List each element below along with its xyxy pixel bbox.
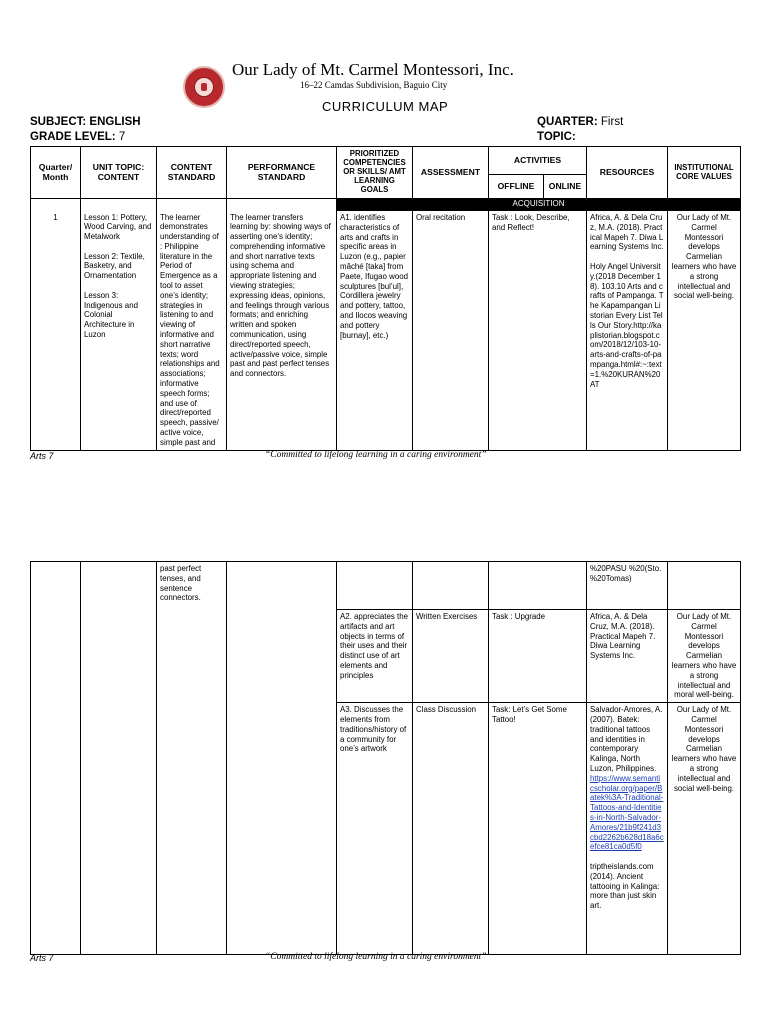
offline-cell-r1 — [489, 562, 587, 610]
assessment-cell-r2: Written Exercises — [413, 610, 489, 703]
school-name: Our Lady of Mt. Carmel Montessori, Inc. — [232, 60, 514, 79]
header-competencies: PRIORITIZED COMPETENCIES OR SKILLS/ AMT LEARNING GOALS — [337, 147, 413, 199]
header-unit-topic: UNIT TOPIC: CONTENT — [81, 147, 157, 199]
subject-label: SUBJECT: ENGLISH — [30, 116, 141, 128]
school-seal-icon — [183, 66, 225, 108]
header-offline: OFFLINE — [489, 175, 544, 199]
header-core-values: INSTITUTIONAL CORE VALUES — [668, 147, 741, 199]
page-1 — [0, 0, 768, 470]
assessment-cell-r1 — [413, 562, 489, 610]
unit-topic-cell-p2 — [81, 562, 157, 955]
performance-standard-cell-p2 — [227, 562, 337, 955]
quarter-cell: 1 — [31, 211, 81, 451]
quarter — [537, 116, 623, 128]
curriculum-table-page1 — [30, 146, 741, 451]
offline-cell-r3: Task: Let’s Get Some Tattoo! — [489, 703, 587, 955]
competency-cell-r1 — [337, 562, 413, 610]
header-resources: RESOURCES — [587, 147, 668, 199]
lesson-3: Lesson 3: Indigenous and Colonial Architecture in Luzon — [84, 290, 138, 340]
offline-cell: Task : Look, Describe, and Reflect! — [489, 211, 587, 451]
header-online: ONLINE — [544, 175, 587, 199]
school-address: 16–22 Camdas Subdivision, Baguio City — [300, 80, 448, 90]
grade-level — [30, 131, 125, 143]
resources-cell: Africa, A. & Dela Cruz, M.A. (2018). Practical Mapeh 7. Diwa Learning Systems Inc. Holy Angel University.(2018 December 18). 103.10 Arts and crafts of Pampanga. The Kapampangan Listorian Every List Tells Our Story.http://kaplistorian.blogspot.com/2018/12/103-10-arts-and-crafts-of-pampanga.html#:~:text=1.%20KURAN%20AT — [587, 211, 668, 451]
core-values-cell-r2: Our Lady of Mt. Carmel Montessori develops Carmelian learners who have a strong intellectual and moral well-being. — [668, 610, 741, 703]
topic-label: TOPIC: — [537, 131, 576, 143]
quarter-label: QUARTER: — [537, 116, 598, 128]
performance-standard-cell: The learner transfers learning by: showing ways of asserting one’s identity; comprehending informative and short narrative texts using schema and appropriate listening and viewing strategies; expressing ideas, opinions, and feelings through various formats; and enriching written and spoken communication, using direct/reported speech, active/passive voice, simple past and past perfect tenses and connectors. — [227, 211, 337, 451]
quarter-cell-p2 — [31, 562, 81, 955]
resources-cell-r2: Africa, A. & Dela Cruz, M.A. (2018). Practical Mapeh 7. Diwa Learning Systems Inc. — [587, 610, 668, 703]
offline-cell-r2: Task : Upgrade — [489, 610, 587, 703]
grade-value: 7 — [118, 131, 126, 143]
footer-label: Arts 7 — [30, 451, 54, 461]
footer-label-p2: Arts 7 — [30, 953, 54, 963]
assessment-cell-r3: Class Discussion — [413, 703, 489, 955]
resource-citation-triptheislands: triptheislands.com (2014). Ancient tattooing in Kalinga: more than just skin art. — [590, 861, 660, 911]
header-performance-standard: PERFORMANCE STANDARD — [227, 147, 337, 199]
resource-citation-salvador: Salvador-Amores, A. (2007). Batek: traditional tattoos and identities in contemporary Kalinga, North Luzon, Philippines. — [590, 705, 663, 773]
core-values-cell-r3: Our Lady of Mt. Carmel Montessori develops Carmelian learners who have a strong intellectual and social well-being. — [668, 703, 741, 955]
competency-cell-r3: A3. Discusses the elements from traditions/history of a community for one’s artwork — [337, 703, 413, 955]
semanticscholar-link[interactable]: https://www.semanticscholar.org/paper/Batek%3A-Traditional-Tattoos-and-Identities-in-North-Salvador-Amores/21b9f241d3cbd2262b628d18a6cefce81ca0d5f0 — [590, 773, 664, 852]
header-content-standard: CONTENT STANDARD — [157, 147, 227, 199]
content-standard-cell-p2: past perfect tenses, and sentence connectors. — [157, 562, 227, 955]
acquisition-banner: ACQUISITION — [337, 199, 741, 211]
resources-cell-r1: %20PASU %20(Sto. %20Tomas) — [587, 562, 668, 610]
core-values-cell-r1 — [668, 562, 741, 610]
unit-topic-cell — [81, 211, 157, 451]
header-activities: ACTIVITIES — [489, 147, 587, 175]
lesson-1: Lesson 1: Pottery, Wood Carving, and Metalwork — [84, 212, 152, 242]
footer-tagline-p2: “Committed to lifelong learning in a caring environment” — [265, 952, 487, 962]
document-title: CURRICULUM MAP — [322, 99, 449, 114]
header-assessment: ASSESSMENT — [413, 147, 489, 199]
grade-label: GRADE LEVEL: — [30, 131, 119, 143]
competency-cell: A1. identifies characteristics of arts and crafts in specific areas in Luzon (e.g., papier mâché [taka] from Paete, Ifugao wood sculptures [bul’ul], Cordillera jewelry and pottery, tattoo, and Ilocos weaving and pottery [burnay], etc.) — [337, 211, 413, 451]
resources-cell-r3 — [587, 703, 668, 955]
footer-tagline: “Committed to lifelong learning in a caring environment” — [265, 450, 487, 460]
competency-cell-r2: A2. appreciates the artifacts and art objects in terms of their uses and their distinct use of art elements and principles — [337, 610, 413, 703]
page-2 — [0, 520, 768, 1024]
quarter-value: First — [600, 116, 624, 128]
assessment-cell: Oral recitation — [413, 211, 489, 451]
curriculum-table-page2 — [30, 561, 741, 955]
lesson-2: Lesson 2: Textile, Basketry, and Ornamentation — [84, 251, 145, 281]
content-standard-cell: The learner demonstrates understanding of : Philippine literature in the Period of Emergence as a tool to asset one’s identity; strategies in listening to and viewing of informative and short narrative texts; word relationships and associations; informative speech forms; and use of direct/reported speech, passive/ active voice, simple past and — [157, 211, 227, 451]
header-quarter: Quarter/ Month — [31, 147, 81, 199]
core-values-cell: Our Lady of Mt. Carmel Montessori develops Carmelian learners who have a strong intellectual and social well-being. — [668, 211, 741, 451]
